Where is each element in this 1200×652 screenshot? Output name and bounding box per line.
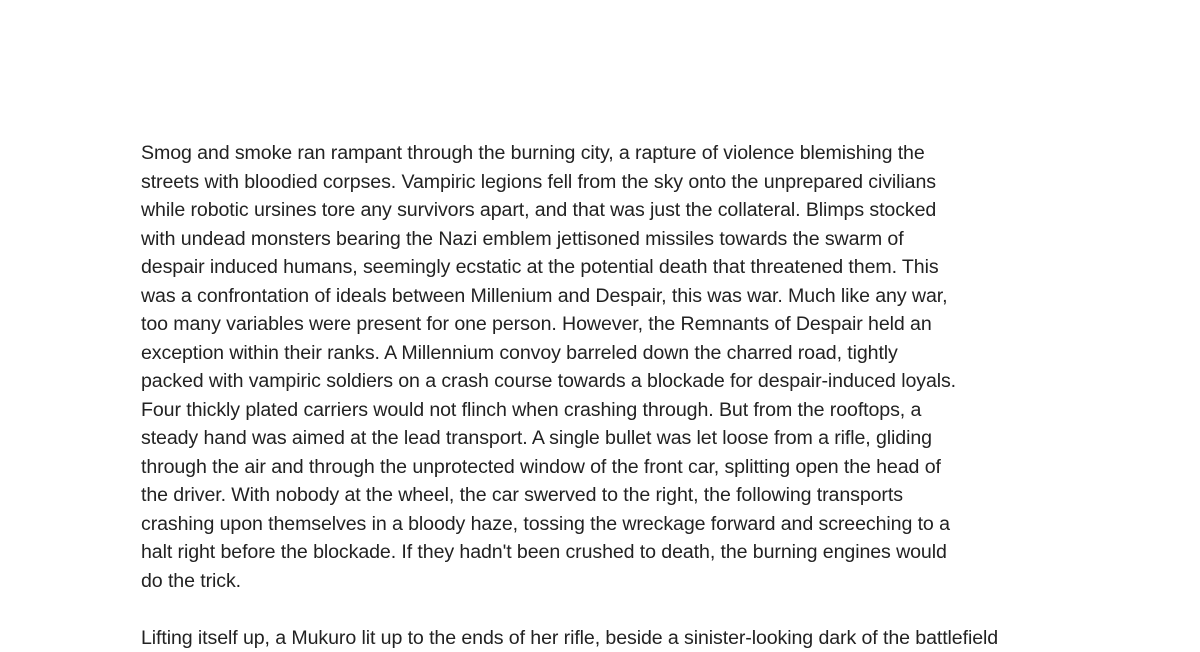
text-line: through the air and through the unprotected window of the front car, splitting open the head of bbox=[141, 453, 1071, 482]
text-line: despair induced humans, seemingly ecstatic at the potential death that threatened them. This bbox=[141, 253, 1071, 282]
text-line: while robotic ursines tore any survivors apart, and that was just the collateral. Blimps stocked bbox=[141, 196, 1071, 225]
text-line: with undead monsters bearing the Nazi emblem jettisoned missiles towards the swarm of bbox=[141, 225, 1071, 254]
text-line: the driver. With nobody at the wheel, the car swerved to the right, the following transports bbox=[141, 481, 1071, 510]
text-line: Four thickly plated carriers would not flinch when crashing through. But from the rooftops, a bbox=[141, 396, 1071, 425]
paragraph bbox=[141, 139, 1071, 595]
text-line: Smog and smoke ran rampant through the burning city, a rapture of violence blemishing the bbox=[141, 139, 1071, 168]
text-line: too many variables were present for one person. However, the Remnants of Despair held an bbox=[141, 310, 1071, 339]
text-line: steady hand was aimed at the lead transport. A single bullet was let loose from a rifle, gliding bbox=[141, 424, 1071, 453]
document-body bbox=[141, 139, 1071, 652]
text-line: was a confrontation of ideals between Millenium and Despair, this was war. Much like any war, bbox=[141, 282, 1071, 311]
paragraph bbox=[141, 624, 1071, 652]
text-line: exception within their ranks. A Millennium convoy barreled down the charred road, tightly bbox=[141, 339, 1071, 368]
text-line: crashing upon themselves in a bloody haze, tossing the wreckage forward and screeching to a bbox=[141, 510, 1071, 539]
text-line: packed with vampiric soldiers on a crash course towards a blockade for despair-induced loyals. bbox=[141, 367, 1071, 396]
text-line: halt right before the blockade. If they hadn't been crushed to death, the burning engines would bbox=[141, 538, 1071, 567]
text-line: streets with bloodied corpses. Vampiric legions fell from the sky onto the unprepared civilians bbox=[141, 168, 1071, 197]
paragraph-spacer bbox=[141, 595, 1071, 624]
text-line: do the trick. bbox=[141, 567, 1071, 596]
text-line: Lifting itself up, a Mukuro lit up to the ends of her rifle, beside a sinister-looking dark of the battlefield bbox=[141, 624, 1071, 652]
